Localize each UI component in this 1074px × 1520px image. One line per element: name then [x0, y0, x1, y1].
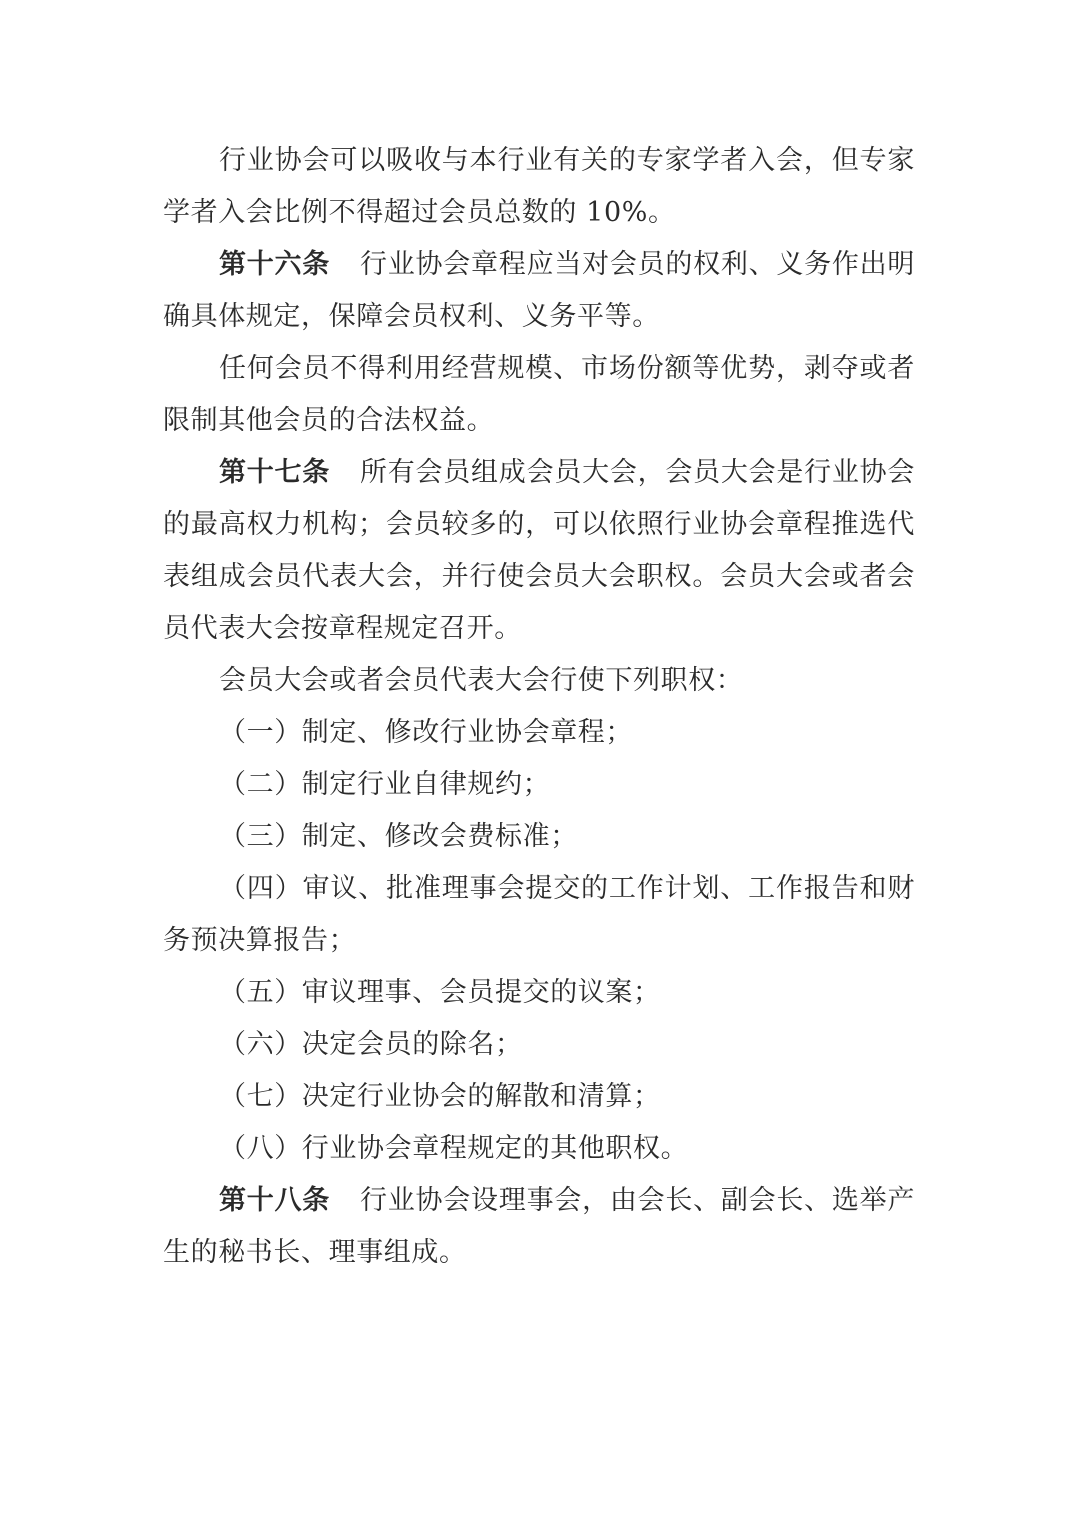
- list-item: （五）审议理事、会员提交的议案；: [219, 977, 661, 1008]
- article-17: [163, 447, 915, 655]
- article-16-heading: 第十六条: [219, 249, 331, 280]
- article-17-heading: 第十七条: [219, 457, 331, 488]
- article-18: [163, 1175, 915, 1279]
- article-18-heading: 第十八条: [219, 1185, 331, 1216]
- list-item: （二）制定行业自律规约；: [219, 769, 551, 800]
- article-18-text: 行业协会设理事会，由会长、副会长、选举产生的秘书长、理事组成。: [163, 1185, 915, 1268]
- list-item: （三）制定、修改会费标准；: [219, 821, 578, 852]
- paragraph-member-rights: 任何会员不得利用经营规模、市场份额等优势，剥夺或者限制其他会员的合法权益。: [163, 353, 915, 436]
- list-item: （七）决定行业协会的解散和清算；: [219, 1081, 661, 1112]
- list-item: （六）决定会员的除名；: [219, 1029, 523, 1060]
- list-item: （八）行业协会章程规定的其他职权。: [219, 1133, 689, 1164]
- list-item: （一）制定、修改行业协会章程；: [219, 717, 633, 748]
- paragraph-assembly-powers: 会员大会或者会员代表大会行使下列职权：: [219, 665, 744, 696]
- document-body: [163, 135, 915, 1279]
- article-17-text: 所有会员组成会员大会，会员大会是行业协会的最高权力机构；会员较多的，可以依照行业协会章程推选代表组成会员代表大会，并行使会员大会职权。会员大会或者会员代表大会按章程规定召开。: [163, 457, 915, 644]
- paragraph-expert-members: 行业协会可以吸收与本行业有关的专家学者入会，但专家学者入会比例不得超过会员总数的 10%。: [163, 145, 915, 228]
- article-16-text: 行业协会章程应当对会员的权利、义务作出明确具体规定，保障会员权利、义务平等。: [163, 249, 915, 332]
- article-16: [163, 239, 915, 343]
- list-item: （四）审议、批准理事会提交的工作计划、工作报告和财务预决算报告；: [163, 873, 915, 956]
